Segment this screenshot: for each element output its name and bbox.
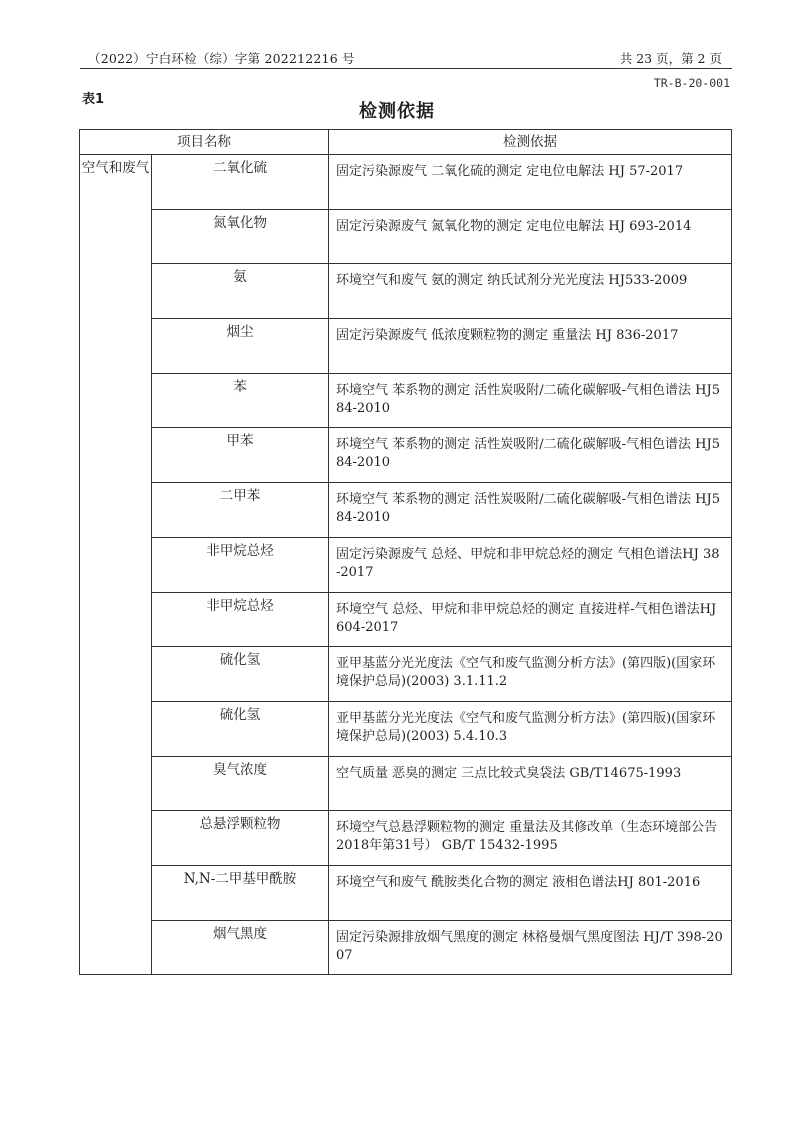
column-header-basis: 检测依据	[329, 130, 732, 155]
table-row	[80, 537, 732, 592]
method-basis-cell: 固定污染源排放烟气黑度的测定 林格曼烟气黑度图法 HJ/T 398-2007	[329, 920, 732, 975]
method-basis-cell: 空气质量 恶臭的测定 三点比较式臭袋法 GB/T14675-1993	[329, 756, 732, 811]
item-name-cell: 非甲烷总烃	[152, 592, 329, 647]
method-basis-cell: 环境空气 总烃、甲烷和非甲烷总烃的测定 直接进样-气相色谱法HJ604-2017	[329, 592, 732, 647]
header-divider	[80, 68, 732, 69]
method-basis-cell: 亚甲基蓝分光光度法《空气和废气监测分析方法》(第四版)(国家环境保护总局)(2003) 5.4.10.3	[329, 701, 732, 756]
column-header-item: 项目名称	[80, 130, 329, 155]
method-basis-cell: 环境空气和废气 氨的测定 纳氏试剂分光光度法 HJ533-2009	[329, 264, 732, 319]
item-name-cell: 烟气黑度	[152, 920, 329, 975]
item-name-cell: 二氧化硫	[152, 155, 329, 210]
item-name-cell: 氮氧化物	[152, 209, 329, 264]
item-name-cell: N,N-二甲基甲酰胺	[152, 865, 329, 920]
method-basis-cell: 固定污染源废气 低浓度颗粒物的测定 重量法 HJ 836-2017	[329, 319, 732, 374]
table-row	[80, 373, 732, 428]
item-name-cell: 烟尘	[152, 319, 329, 374]
method-basis-cell: 亚甲基蓝分光光度法《空气和废气监测分析方法》(第四版)(国家环境保护总局)(2003) 3.1.11.2	[329, 647, 732, 702]
item-name-cell: 总悬浮颗粒物	[152, 811, 329, 866]
item-name-cell: 臭气浓度	[152, 756, 329, 811]
report-number: （2022）宁白环检（综）字第 202212216 号	[88, 51, 355, 66]
table-row	[80, 811, 732, 866]
item-name-cell: 苯	[152, 373, 329, 428]
method-basis-cell: 环境空气 苯系物的测定 活性炭吸附/二硫化碳解吸-气相色谱法 HJ584-2010	[329, 373, 732, 428]
table-row	[80, 209, 732, 264]
table-row	[80, 428, 732, 483]
item-name-cell: 氨	[152, 264, 329, 319]
item-name-cell: 二甲苯	[152, 483, 329, 538]
item-name-cell: 硫化氢	[152, 647, 329, 702]
table-row	[80, 920, 732, 975]
item-name-cell: 硫化氢	[152, 701, 329, 756]
table-header-row	[80, 130, 732, 155]
item-name-cell: 甲苯	[152, 428, 329, 483]
item-name-cell: 非甲烷总烃	[152, 537, 329, 592]
table-row	[80, 483, 732, 538]
method-basis-cell: 固定污染源废气 总烃、甲烷和非甲烷总烃的测定 气相色谱法HJ 38-2017	[329, 537, 732, 592]
detection-basis-table	[79, 129, 732, 975]
table-body	[80, 155, 732, 975]
table-row	[80, 592, 732, 647]
table-row	[80, 756, 732, 811]
page-title: 检测依据	[359, 101, 435, 122]
table-row	[80, 701, 732, 756]
table-label: 表1	[82, 92, 105, 107]
table-row	[80, 647, 732, 702]
table-row	[80, 865, 732, 920]
category-cell: 空气和废气	[80, 155, 152, 975]
method-basis-cell: 环境空气和废气 酰胺类化合物的测定 液相色谱法HJ 801-2016	[329, 865, 732, 920]
method-basis-cell: 环境空气 苯系物的测定 活性炭吸附/二硫化碳解吸-气相色谱法 HJ584-2010	[329, 483, 732, 538]
table-row	[80, 264, 732, 319]
method-basis-cell: 环境空气 苯系物的测定 活性炭吸附/二硫化碳解吸-气相色谱法 HJ584-2010	[329, 428, 732, 483]
method-basis-cell: 固定污染源废气 氮氧化物的测定 定电位电解法 HJ 693-2014	[329, 209, 732, 264]
table-row	[80, 319, 732, 374]
document-code: TR-B-20-001	[653, 76, 730, 90]
method-basis-cell: 环境空气总悬浮颗粒物的测定 重量法及其修改单（生态环境部公告2018年第31号） GB/T 15432-1995	[329, 811, 732, 866]
page-info: 共 23 页，第 2 页	[619, 51, 722, 66]
table-row	[80, 155, 732, 210]
method-basis-cell: 固定污染源废气 二氧化硫的测定 定电位电解法 HJ 57-2017	[329, 155, 732, 210]
